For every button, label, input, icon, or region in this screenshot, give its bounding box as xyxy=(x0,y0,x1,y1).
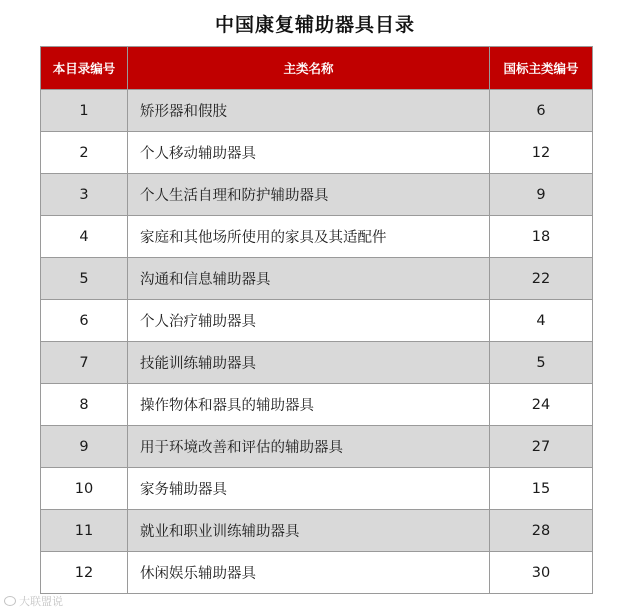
table-row xyxy=(41,258,593,300)
column-header-catalog-no: 本目录编号 xyxy=(41,47,128,90)
page-title: 中国康复辅助器具目录 xyxy=(214,14,415,36)
catalog-no-cell: 12 xyxy=(41,552,128,594)
intl-code-cell: 15 xyxy=(490,468,593,510)
table-row xyxy=(41,132,593,174)
category-name-cell: 矫形器和假肢 xyxy=(128,90,490,132)
catalog-no-cell: 4 xyxy=(41,216,128,258)
category-name-cell: 休闲娱乐辅助器具 xyxy=(128,552,490,594)
intl-code-cell: 4 xyxy=(490,300,593,342)
category-name-cell: 个人生活自理和防护辅助器具 xyxy=(128,174,490,216)
catalog-no-cell: 1 xyxy=(41,90,128,132)
intl-code-cell: 27 xyxy=(490,426,593,468)
catalog-no-cell: 10 xyxy=(41,468,128,510)
intl-code-cell: 30 xyxy=(490,552,593,594)
watermark-text: 大联盟说 xyxy=(19,595,63,608)
intl-code-cell: 22 xyxy=(490,258,593,300)
table-row xyxy=(41,174,593,216)
category-name-cell: 技能训练辅助器具 xyxy=(128,342,490,384)
catalog-no-cell: 3 xyxy=(41,174,128,216)
catalog-table xyxy=(40,46,593,594)
column-header-category-name: 主类名称 xyxy=(128,47,490,90)
table-row xyxy=(41,552,593,594)
watermark xyxy=(4,593,63,609)
intl-code-cell: 5 xyxy=(490,342,593,384)
category-name-cell: 沟通和信息辅助器具 xyxy=(128,258,490,300)
intl-code-cell: 9 xyxy=(490,174,593,216)
intl-code-cell: 24 xyxy=(490,384,593,426)
catalog-no-cell: 9 xyxy=(41,426,128,468)
intl-code-cell: 12 xyxy=(490,132,593,174)
table-header-row xyxy=(41,47,593,90)
catalog-no-cell: 2 xyxy=(41,132,128,174)
category-name-cell: 家务辅助器具 xyxy=(128,468,490,510)
catalog-no-cell: 8 xyxy=(41,384,128,426)
column-header-intl-code: 国标主类编号 xyxy=(490,47,593,90)
intl-code-cell: 28 xyxy=(490,510,593,552)
catalog-no-cell: 5 xyxy=(41,258,128,300)
table-row xyxy=(41,426,593,468)
watermark-logo-icon xyxy=(4,596,16,606)
category-name-cell: 用于环境改善和评估的辅助器具 xyxy=(128,426,490,468)
intl-code-cell: 6 xyxy=(490,90,593,132)
table-row xyxy=(41,90,593,132)
table-row xyxy=(41,468,593,510)
table-row xyxy=(41,342,593,384)
category-name-cell: 操作物体和器具的辅助器具 xyxy=(128,384,490,426)
category-name-cell: 家庭和其他场所使用的家具及其适配件 xyxy=(128,216,490,258)
catalog-no-cell: 6 xyxy=(41,300,128,342)
table-row xyxy=(41,510,593,552)
category-name-cell: 个人移动辅助器具 xyxy=(128,132,490,174)
category-name-cell: 就业和职业训练辅助器具 xyxy=(128,510,490,552)
table-row xyxy=(41,216,593,258)
catalog-no-cell: 11 xyxy=(41,510,128,552)
category-name-cell: 个人治疗辅助器具 xyxy=(128,300,490,342)
catalog-no-cell: 7 xyxy=(41,342,128,384)
table-row xyxy=(41,300,593,342)
intl-code-cell: 18 xyxy=(490,216,593,258)
table-row xyxy=(41,384,593,426)
